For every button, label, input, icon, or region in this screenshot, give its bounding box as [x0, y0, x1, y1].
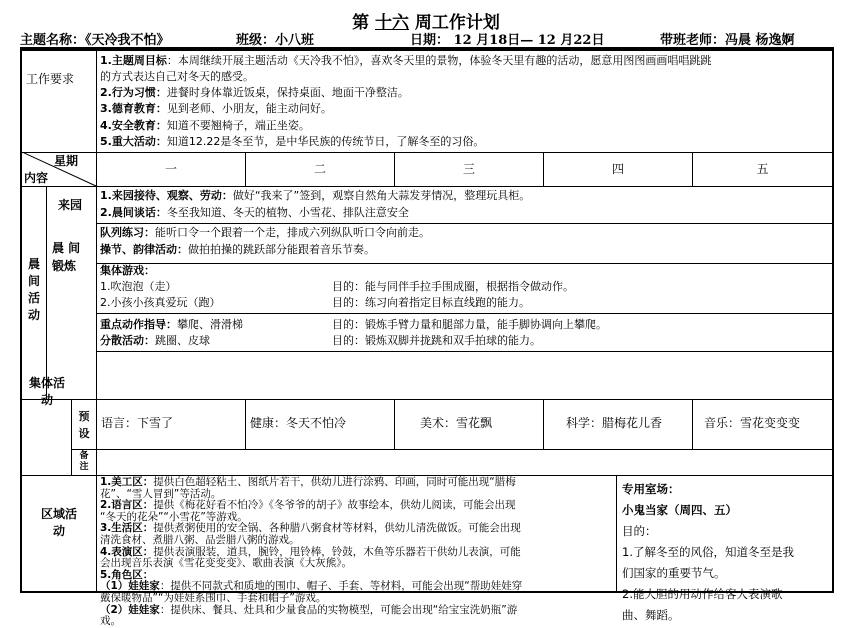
rule [22, 152, 832, 153]
rule [96, 51, 97, 399]
morning-label: 晨间活动 [27, 257, 40, 322]
focus-goal: 目的：锻炼手臂力量和腿部力量，能手脚协调向上攀爬。 [332, 318, 607, 331]
area-5: 5.角色区： [100, 568, 154, 581]
rule [96, 399, 97, 475]
activity-fri: 音乐：雪花变变变 [704, 416, 801, 430]
class-name: 班级：小八班 [236, 33, 315, 48]
requirements-label: 工作要求 [26, 72, 75, 86]
content-label: 内容 [24, 171, 49, 185]
focus-line: 重点动作指导：攀爬、滑滑梯 [100, 318, 243, 331]
requirement-line-4: 4.安全教育：知道不要翘椅子，端正坐姿。 [100, 119, 310, 132]
activity-wed: 美术：雪花飘 [420, 416, 493, 430]
day-5: 五 [756, 162, 769, 176]
exercise-label-1: 晨 间 [52, 241, 81, 255]
preset-label: 预设 [78, 410, 90, 440]
plan-table [20, 49, 834, 628]
week-label: 星期 [54, 154, 79, 168]
area-2: 2.语言区：提供《梅花好看不怕冷》《冬爷爷的胡子》故事绘本，供幼儿阅读，可能会出现 [100, 499, 516, 512]
special-goal-1b: 们国家的重要节气。 [622, 566, 726, 580]
theme-name: 主题名称：《天冷我不怕》 [20, 33, 170, 48]
area-1-cont: 花”、“雪人冒到”等活动。 [100, 487, 222, 500]
week-number: 十六 [375, 13, 409, 33]
rule [543, 399, 544, 449]
day-2: 二 [313, 162, 326, 176]
exercise-label-2: 锻炼 [52, 259, 77, 273]
rule [96, 263, 832, 264]
rule [96, 223, 832, 224]
requirement-line-1: 1.主题周目标：本周继续开展主题活动《天冷我不怕》，喜欢冬天里的景物，体验冬天里有趣的活动，愿意用图图画画唱唱跳跳 [100, 54, 712, 67]
special-goal-2a: 2.能大胆的用动作给客人表演歌 [622, 587, 783, 601]
area-6: （1）娃娃家：提供不同款式和质地的围巾、帽子、手套、等材料，可能会出现“帮助娃娃穿 [100, 580, 523, 593]
arrival-line-2: 2.晨间谈话：冬至我知道、冬天的植物、小雪花、排队注意安全 [100, 206, 409, 219]
area-6-cont: 戴保暖物品”“为娃娃系围巾、手套和帽子”游戏。 [100, 591, 327, 604]
requirement-line-3: 3.德育教育：见到老师、小朋友，能主动问好。 [100, 102, 332, 115]
exercise-line-2: 操节、韵律活动：做拍拍操的跳跃部分能跟着音乐节奏。 [100, 243, 375, 256]
special-room-title: 小鬼当家（周四、五） [622, 503, 737, 517]
group-activity-label: 集体活动 [28, 376, 65, 407]
date-range: 日期： 12 月18日— 12 月22日 [410, 33, 605, 48]
arrival-line-1: 1.来园接待、观察、劳动：做好“我来了”签到，观察自然角大蒜发芽情况，整理玩具柜。 [100, 189, 531, 202]
title-prefix: 第 [352, 13, 370, 33]
area-7: （2）娃娃家：提供床、餐具、灶具和少量食品的实物模型，可能会出现“给宝宝洗奶瓶”游 [100, 603, 518, 616]
rule [71, 449, 832, 450]
rule [96, 475, 97, 591]
area-4: 4.表演区：提供表演服装，道具，腕铃，甩铃棒，铃鼓，木鱼等乐器若干供幼儿表演，可能 [100, 545, 521, 558]
game-1-goal: 目的：能与同伴手拉手围成圈，根据指令做动作。 [332, 280, 574, 293]
special-room-label: 专用室场： [622, 482, 680, 496]
game-2-goal: 目的：练习向着指定目标直线跑的能力。 [332, 296, 530, 309]
game-2: 2.小孩小孩真爱玩（跑） [100, 296, 221, 309]
area-3: 3.生活区：提供煮粥使用的安全锅、各种腊八粥食材等材料，供幼儿清洗做饭。可能会出现 [100, 522, 521, 535]
rule [96, 313, 832, 314]
rule [22, 399, 832, 400]
rule [22, 186, 832, 187]
exercise-line-1: 队列练习：能听口令一个跟着一个走，排成六列纵队听口令向前走。 [100, 226, 430, 239]
rule [46, 186, 47, 399]
activity-thu: 科学：腊梅花儿香 [566, 416, 663, 430]
teachers: 带班老师：冯晨 杨逸婀 [660, 33, 795, 48]
rule [71, 399, 72, 475]
requirement-line-2: 2.行为习惯：进餐时身体靠近饭桌，保持桌面、地面干净整洁。 [100, 86, 409, 99]
area-3-cont: 清洗食材、煮腊八粥、品尝腊八粥的游戏。 [100, 533, 300, 546]
game-1: 1.吹泡泡（走） [100, 280, 177, 293]
day-3: 三 [462, 162, 475, 176]
rule [96, 351, 832, 352]
special-goal-2b: 曲、舞蹈。 [622, 608, 680, 622]
area-label: 区域活动 [40, 507, 77, 538]
header-info-bar [20, 29, 834, 49]
group-game-title: 集体游戏： [100, 264, 155, 277]
arrival-label: 来园 [58, 198, 83, 212]
split-goal: 目的：锻炼双脚并拢跳和双手拍球的能力。 [332, 334, 541, 347]
area-list [100, 477, 522, 628]
activity-mon: 语言：下雪了 [101, 416, 174, 430]
area-7-cont: 戏。 [100, 615, 121, 628]
day-4: 四 [611, 162, 624, 176]
area-4-cont: 会出现音乐表演《雪花变变变》、歌曲表演《大灰熊》。 [100, 557, 352, 570]
note-label: 备注 [79, 451, 89, 472]
area-1: 1.美工区：提供白色超轻粘土、图纸片若干，供幼儿进行涂鸦、印画，同时可能出现“腊梅 [100, 476, 516, 488]
area-2-cont: “冬天的花朵”“小雪花”等游戏。 [100, 510, 248, 523]
rule [245, 399, 246, 449]
special-goal-1a: 1.了解冬至的风俗，知道冬至是我 [622, 545, 794, 559]
split-line: 分散活动：跳圈、皮球 [100, 334, 210, 347]
day-1: 一 [164, 162, 177, 176]
requirement-line-1-cont: 的方式表达自己对冬天的感受。 [100, 70, 254, 83]
activity-tue: 健康：冬天不怕冷 [250, 416, 347, 430]
special-room [622, 479, 827, 626]
rule [616, 475, 617, 591]
special-goal-label: 目的： [622, 524, 657, 538]
rule [692, 399, 693, 449]
requirement-line-5: 5.重大活动：知道12.22是冬至节，是中华民族的传统节日，了解冬至的习俗。 [100, 135, 485, 148]
title-suffix: 周工作计划 [414, 13, 500, 33]
rule [394, 399, 395, 449]
